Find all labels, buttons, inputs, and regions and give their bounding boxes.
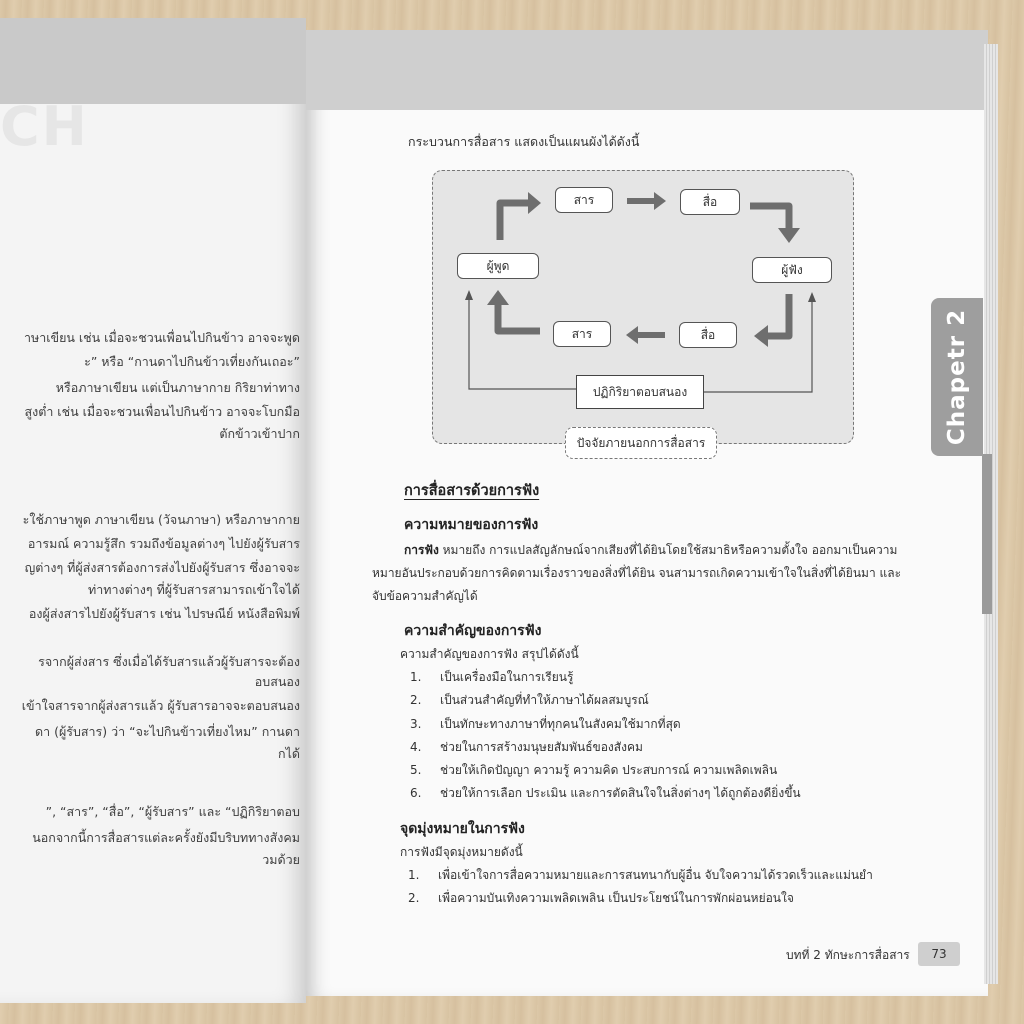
- node-external-factors: ปัจจัยภายนอกการสื่อสาร: [565, 427, 717, 459]
- left-page-line: เข้าใจสารจากผู้ส่งสารแล้ว ผู้รับสารอาจจะตอบสนอง: [21, 698, 300, 713]
- list-item-number: 1.: [410, 670, 422, 684]
- purpose-list: [408, 866, 873, 913]
- left-page-ghost-heading: CH: [0, 95, 89, 158]
- left-page-line: รจากผู้ส่งสาร ซึ่งเมื่อได้รับสารแล้วผู้รับสารจะต้อง: [38, 654, 300, 669]
- list-item-number: 6.: [410, 786, 422, 801]
- list-item: [410, 784, 801, 807]
- arrow-listener-to-medium: [768, 294, 789, 336]
- list-item: [410, 668, 801, 691]
- left-page-line: ตักข้าวเข้าปาก: [219, 426, 300, 441]
- list-item-number: 1.: [408, 868, 420, 882]
- left-page-line: สูงต่ำ เช่น เมื่อจะชวนเพื่อนไปกินข้าว อาจจะโบกมือ: [24, 404, 300, 419]
- importance-list: [410, 668, 801, 808]
- left-page-line: ญต่างๆ ที่ผู้ส่งสารต้องการส่งไปยังผู้รับสาร ซึ่งอาจจะ: [24, 560, 300, 575]
- left-page-line: วมด้วย: [262, 852, 300, 867]
- list-item-number: 3.: [410, 716, 422, 731]
- left-page-line: อบสนอง: [254, 674, 300, 689]
- left-page-line: กได้: [278, 746, 300, 761]
- list-item-text: ช่วยในการสร้างมนุษยสัมพันธ์ของสังคม: [440, 739, 643, 754]
- meaning-heading: ความหมายของการฟัง: [404, 517, 539, 533]
- left-page-line: หรือภาษาเขียน แต่เป็นภาษากาย กิริยาท่าทาง: [55, 380, 300, 395]
- left-page-line: องผู้ส่งสารไปยังผู้รับสาร เช่น ไปรษณีย์ หนังสือพิมพ์: [28, 606, 300, 621]
- list-item-text: ช่วยให้การเลือก ประเมิน และการตัดสินใจในสิ่งต่างๆ ได้ถูกต้องดียิ่งขึ้น: [440, 786, 801, 801]
- list-item: [408, 889, 873, 912]
- page-number: 73: [918, 942, 960, 966]
- arrow-speaker-to-message: [500, 203, 528, 240]
- section-title: การสื่อสารด้วยการฟัง: [404, 483, 540, 499]
- node-feedback: ปฏิกิริยาตอบสนอง: [576, 375, 704, 409]
- node-message-bottom: สาร: [553, 321, 611, 347]
- list-item: [410, 761, 801, 784]
- diagram-intro: กระบวนการสื่อสาร แสดงเป็นแผนผังได้ดังนี้: [408, 134, 640, 149]
- list-item: [410, 691, 801, 714]
- footer-chapter-label: บทที่ 2 ทักษะการสื่อสาร: [786, 948, 910, 962]
- list-item-number: 2.: [410, 693, 422, 708]
- list-item-text: เพื่อความบันเทิงความเพลิดเพลิน เป็นประโยชน์ในการพักผ่อนหย่อนใจ: [438, 891, 794, 906]
- meaning-term: การฟัง: [404, 543, 439, 557]
- list-item-text: เพื่อเข้าใจการสื่อความหมายและการสนทนากับผู้อื่น จับใจความได้รวดเร็วและแม่นยำ: [438, 868, 873, 882]
- left-page-line: ดา (ผู้รับสาร) ว่า “จะไปกินข้าวเที่ยงไหม” กานดา: [34, 724, 300, 739]
- arrow-medium-to-listener: [750, 206, 789, 228]
- node-listener: ผู้ฟัง: [752, 257, 832, 283]
- list-item-text: เป็นส่วนสำคัญที่ทำให้ภาษาได้ผลสมบูรณ์: [440, 693, 649, 708]
- left-page-line: นอกจากนี้การสื่อสารแต่ละครั้งยังมีบริบททางสังคม: [32, 830, 300, 845]
- list-item-text: เป็นทักษะทางภาษาที่ทุกคนในสังคมใช้มากที่สุด: [440, 716, 681, 731]
- list-item-number: 5.: [410, 763, 422, 778]
- purpose-intro: การฟังมีจุดมุ่งหมายดังนี้: [400, 845, 523, 859]
- left-page-line: ท่าทางต่างๆ ที่ผู้รับสารสามารถเข้าใจได้: [88, 582, 300, 597]
- node-medium-bottom: สื่อ: [679, 322, 737, 348]
- chapter-tab-label: Chapetr 2: [944, 308, 970, 446]
- left-page-line: อารมณ์ ความรู้สึก รวมถึงข้อมูลต่างๆ ไปยังผู้รับสาร: [27, 536, 300, 551]
- meaning-text: หมายถึง การแปลสัญลักษณ์จากเสียงที่ได้ยินโดยใช้สมาธิหรือความตั้งใจ ออกมาเป็นความหมายอันประกอบด้วยการคิดตามเรื่องราวของสิ่งที่ได้ยิน จนสามารถเกิดความเข้าใจในสิ่งที่ได้ยินมา และจับข้อความสำคัญได้: [372, 543, 902, 603]
- importance-heading: ความสำคัญของการฟัง: [404, 623, 542, 639]
- left-page-line: าษาเขียน เช่น เมื่อจะชวนเพื่อนไปกินข้าว อาจจะพูด: [23, 330, 300, 345]
- list-item: [408, 866, 873, 889]
- left-page-line: ะใช้ภาษาพูด ภาษาเขียน (วัจนภาษา) หรือภาษากาย: [22, 512, 300, 527]
- list-item-number: 4.: [410, 739, 422, 754]
- list-item: [410, 715, 801, 738]
- node-speaker: ผู้พูด: [457, 253, 539, 279]
- purpose-heading: จุดมุ่งหมายในการฟัง: [400, 821, 525, 837]
- list-item-text: ช่วยให้เกิดปัญญา ความรู้ ความคิด ประสบการณ์ ความเพลิดเพลิน: [440, 763, 778, 778]
- list-item-text: เป็นเครื่องมือในการเรียนรู้: [440, 670, 574, 684]
- left-page-line: ะ” หรือ “กานดาไปกินข้าวเที่ยงกันเถอะ”: [84, 354, 300, 369]
- arrow-top-middle: [627, 192, 666, 210]
- left-page-line: ”, “สาร”, “สื่อ”, “ผู้รับสาร” และ “ปฏิกิริยาตอบ: [45, 804, 300, 819]
- arrow-message-to-speaker: [498, 305, 540, 331]
- arrow-bottom-middle: [626, 326, 665, 344]
- importance-intro: ความสำคัญของการฟัง สรุปได้ดังนี้: [400, 647, 579, 661]
- meaning-paragraph: [372, 539, 902, 608]
- list-item-number: 2.: [408, 891, 420, 906]
- list-item: [410, 738, 801, 761]
- node-medium-top: สื่อ: [680, 189, 740, 215]
- node-message-top: สาร: [555, 187, 613, 213]
